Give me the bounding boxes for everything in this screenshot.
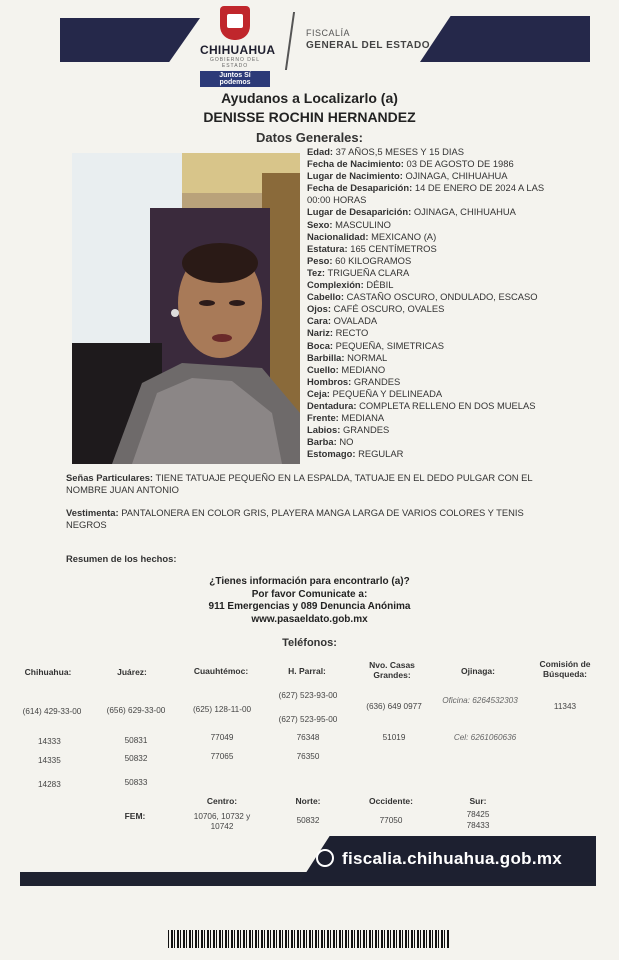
occidente-label: Occidente:: [369, 796, 413, 806]
detail-label: Barba:: [307, 436, 337, 448]
detail-label: Nacionalidad:: [307, 230, 369, 242]
detail-value: 60 KILOGRAMOS: [335, 254, 412, 266]
detail-label: Hombros:: [307, 375, 352, 387]
detail-value: OJINAGA, CHIHUAHUA: [405, 170, 508, 182]
detail-row: [307, 255, 547, 267]
barcode: [168, 930, 450, 948]
agency-line1: FISCALÍA: [306, 28, 351, 38]
detail-row: [307, 352, 547, 364]
detail-value: OJINAGA, CHIHUAHUA: [413, 206, 516, 218]
detail-row: [307, 243, 547, 255]
phone-chihuahua-ext2: 14335: [38, 756, 61, 765]
detail-value: 14 DE ENERO DE 2024 A LAS 00:00 HORAS: [307, 182, 545, 206]
sur-label: Sur:: [469, 796, 487, 806]
phone-juarez-ext2: 50832: [124, 754, 148, 763]
logo-sub: GOBIERNO DEL ESTADO: [209, 57, 261, 69]
clothing: [66, 507, 556, 531]
phone-parral-ext2: 76350: [296, 752, 320, 761]
detail-row: [307, 291, 547, 303]
header-divider: [285, 12, 295, 70]
detail-label: Peso:: [307, 254, 333, 266]
phone-juarez-ext3: 50833: [124, 778, 148, 787]
detail-label: Estomago:: [307, 448, 356, 460]
detail-row: [307, 448, 547, 460]
person-photo: [72, 153, 300, 464]
detail-row: [307, 219, 547, 231]
detail-value: GRANDES: [353, 375, 401, 387]
norte-label: Norte:: [295, 796, 321, 806]
logo-badge: Juntos Sí podemos: [200, 71, 270, 87]
detail-value: MEDIANA: [341, 412, 385, 424]
detail-value: MEDIANO: [341, 363, 386, 375]
senas-label: Señas Particulares:: [66, 472, 154, 483]
centro-label: Centro:: [206, 796, 238, 806]
detail-row: [307, 182, 547, 206]
detail-value: NORMAL: [347, 351, 388, 363]
detail-row: [307, 412, 547, 424]
detail-value: 165 CENTÍMETROS: [350, 242, 437, 254]
sur-value1: 78425: [466, 810, 490, 819]
detail-label: Lugar de Nacimiento:: [307, 170, 403, 182]
detail-row: [307, 267, 547, 279]
detail-label: Edad:: [307, 146, 334, 157]
detail-label: Cara:: [307, 315, 331, 327]
header-cuauhtemoc: Cuauhtémoc:: [193, 666, 249, 676]
detail-row: [307, 327, 547, 339]
header-juarez: Juárez:: [117, 667, 147, 677]
detail-row: [307, 315, 547, 327]
phone-juarez-main: (656) 629-33-00: [106, 706, 166, 715]
header-ojinaga: Ojinaga:: [460, 666, 495, 676]
phone-cuauhtemoc-main: (625) 128-11-00: [192, 705, 252, 714]
agency-line2: GENERAL DEL ESTADO: [306, 40, 431, 51]
distinctive-marks: [66, 472, 556, 496]
detail-row: [307, 158, 547, 170]
detail-value: GRANDES: [342, 424, 390, 436]
phones-heading: Teléfonos:: [282, 637, 337, 649]
detail-value: REGULAR: [358, 448, 404, 460]
globe-icon: [316, 849, 334, 867]
detail-label: Fecha de Desaparición:: [307, 182, 413, 194]
detail-label: Dentadura:: [307, 399, 357, 411]
detail-value: TRIGUEÑA CLARA: [327, 266, 410, 278]
info-url[interactable]: www.pasaeldato.gob.mx: [251, 613, 368, 625]
phone-ojinaga-office: Oficina: 6264532303: [442, 696, 518, 705]
detail-value: 37 AÑOS,5 MESES Y 15 DIAS: [335, 146, 465, 157]
shield-icon: [220, 6, 250, 40]
info-line2: Por favor Comunicate a:: [251, 588, 368, 600]
detail-row: [307, 206, 547, 218]
detail-label: Nariz:: [307, 327, 334, 339]
detail-label: Barbilla:: [307, 351, 345, 363]
detail-row: [307, 279, 547, 291]
detail-value: RECTO: [335, 327, 369, 339]
detail-row: [307, 376, 547, 388]
detail-label: Cuello:: [307, 363, 339, 375]
phone-cuauhtemoc-ext1: 77049: [210, 733, 234, 742]
detail-value: PEQUEÑA, SIMETRICAS: [335, 339, 445, 351]
phone-ojinaga-cell: Cel: 6261060636: [453, 733, 517, 742]
detail-label: Ojos:: [307, 303, 331, 315]
norte-value: 50832: [296, 816, 320, 825]
phone-comision: 11343: [553, 702, 577, 711]
detail-label: Boca:: [307, 339, 334, 351]
detail-value: OVALADA: [333, 315, 378, 327]
detail-value: COMPLETA RELLENO EN DOS MUELAS: [359, 399, 536, 411]
sur-value2: 78433: [466, 821, 490, 830]
contact-info: [0, 576, 619, 626]
detail-label: Labios:: [307, 424, 341, 436]
phone-casas-ext1: 51019: [382, 733, 406, 742]
detail-row: [307, 170, 547, 182]
header-comision: Comisión de Búsqueda:: [539, 659, 591, 679]
vestimenta-label: Vestimenta:: [66, 507, 119, 518]
detail-label: Complexión:: [307, 279, 364, 291]
phone-juarez-ext1: 50831: [124, 736, 148, 745]
header-casas: Nvo. Casas Grandes:: [369, 660, 415, 680]
logo-name: CHIHUAHUA: [200, 43, 276, 57]
detail-value: CASTAÑO OSCURO, ONDULADO, ESCASO: [346, 291, 538, 303]
detail-label: Estatura:: [307, 242, 348, 254]
summary-heading: Resumen de los hechos:: [66, 553, 177, 564]
footer-url[interactable]: fiscalia.chihuahua.gob.mx: [342, 849, 563, 868]
detail-row: [307, 436, 547, 448]
phone-parral-main1: (627) 523-93-00: [278, 691, 338, 700]
detail-label: Frente:: [307, 412, 339, 424]
detail-value: MASCULINO: [335, 218, 391, 230]
help-heading: Ayudanos a Localizarlo (a): [221, 90, 398, 106]
vestimenta-value: PANTALONERA EN COLOR GRIS, PLAYERA MANGA LARGA DE VARIOS COLORES Y TENIS NEGROS: [66, 507, 524, 530]
phone-parral-ext1: 76348: [296, 733, 320, 742]
detail-value: NO: [339, 436, 354, 448]
phone-casas-main: (636) 649 0977: [366, 702, 422, 711]
person-name: DENISSE ROCHIN HERNANDEZ: [203, 109, 416, 125]
detail-row: [307, 231, 547, 243]
detail-label: Tez:: [307, 266, 326, 278]
detail-row: [307, 400, 547, 412]
detail-row: [307, 146, 547, 158]
detail-value: PEQUEÑA Y DELINEADA: [332, 387, 443, 399]
phone-parral-main2: (627) 523-95-00: [278, 715, 338, 724]
section-heading: Datos Generales:: [256, 130, 363, 145]
header-left-bar: [60, 18, 200, 62]
chihuahua-logo: [200, 6, 276, 89]
detail-label: Cabello:: [307, 291, 344, 303]
info-line3: 911 Emergencias y 089 Denuncia Anónima: [208, 601, 411, 612]
phone-chihuahua-main: (614) 429-33-00: [22, 707, 82, 716]
detail-row: [307, 340, 547, 352]
detail-row: [307, 364, 547, 376]
header-parral: H. Parral:: [288, 666, 326, 676]
phone-chihuahua-ext1: 14333: [38, 737, 61, 746]
phone-chihuahua-ext3: 14283: [38, 780, 61, 789]
detail-label: Sexo:: [307, 218, 333, 230]
senas-value: TIENE TATUAJE PEQUEÑO EN LA ESPALDA, TATUAJE EN EL DEDO PULGAR CON EL NOMBRE JUAN ANTONIO: [66, 472, 533, 495]
fem-label: FEM:: [124, 811, 146, 821]
detail-value: CAFÉ OSCURO, OVALES: [333, 303, 445, 315]
info-line1: ¿Tienes información para encontrarlo (a)?: [209, 576, 410, 587]
header-chihuahua: Chihuahua:: [24, 667, 72, 677]
detail-value: MEXICANO (A): [371, 230, 437, 242]
header-right-bar: [420, 16, 590, 62]
detail-value: DÉBIL: [366, 279, 394, 291]
detail-row: [307, 303, 547, 315]
detail-label: Lugar de Desaparición:: [307, 206, 412, 218]
centro-value: 10706, 10732 y 10742: [193, 812, 251, 831]
detail-row: [307, 424, 547, 436]
detail-value: 03 DE AGOSTO DE 1986: [406, 158, 514, 170]
detail-label: Ceja:: [307, 387, 330, 399]
occidente-value: 77050: [379, 816, 403, 825]
details-list: [307, 146, 547, 460]
detail-label: Fecha de Nacimiento:: [307, 158, 404, 170]
detail-row: [307, 388, 547, 400]
phone-cuauhtemoc-ext2: 77065: [210, 752, 234, 761]
